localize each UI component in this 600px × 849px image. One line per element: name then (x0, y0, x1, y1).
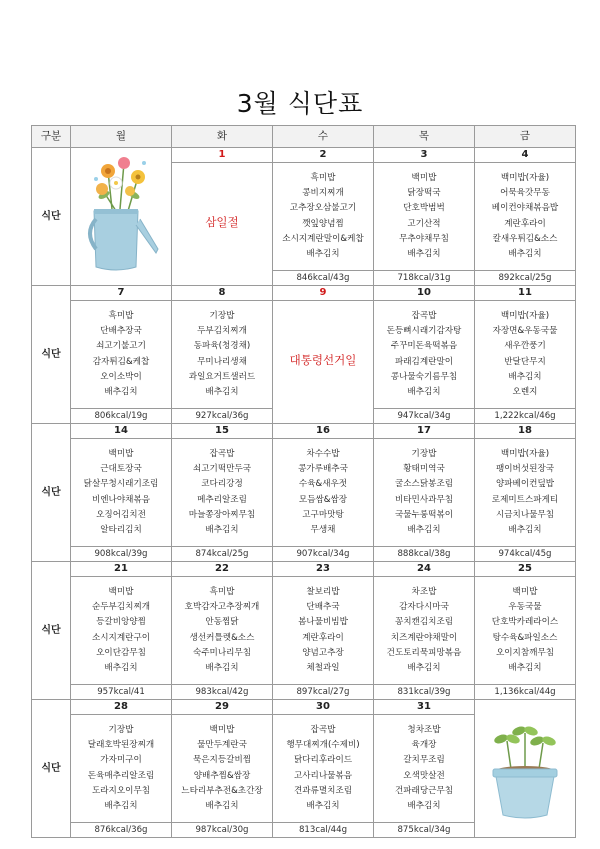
menu-item: 백미밥 (108, 586, 134, 597)
menu-item: 동파육(청경채) (193, 341, 251, 352)
menu-item: 흑미밥 (108, 310, 134, 321)
menu-item: 감자튀김&케찹 (92, 356, 150, 367)
menu-item: 양배추찜&쌈장 (193, 770, 251, 781)
menu-row (32, 439, 576, 547)
menu-item: 육개장 (411, 740, 437, 751)
header-tue: 화 (172, 126, 273, 148)
menu-item: 오징어김치전 (96, 509, 146, 520)
menu-item: 쇠고기떡만두국 (192, 464, 252, 475)
menu-item: 견과류멸치조림 (293, 785, 353, 796)
menu-item: 무생채 (310, 524, 336, 535)
menu-item: 기장밥 (108, 724, 134, 735)
menu-item: 수육&새우젓 (298, 479, 348, 490)
menu-item: 고추장오삼불고기 (289, 203, 357, 214)
date-row (32, 562, 576, 577)
calorie-info: 983kcal/42g (172, 685, 273, 700)
menu-cell (71, 715, 172, 823)
calorie-info: 892kcal/25g (475, 271, 576, 286)
calorie-info: 806kcal/19g (71, 409, 172, 424)
menu-item: 알타리김치 (100, 524, 142, 535)
date-row (32, 700, 576, 715)
menu-item: 탕수육&파일소스 (492, 632, 558, 643)
day-number: 11 (475, 286, 576, 301)
menu-item: 행무대찌개(수제비) (286, 740, 360, 751)
menu-cell (374, 163, 475, 271)
row-label: 식단 (32, 424, 71, 562)
menu-item: 비타민사과무침 (394, 494, 454, 505)
menu-item: 오색맛살전 (403, 770, 445, 781)
menu-item: 배추김치 (104, 386, 138, 397)
menu-item: 배추김치 (104, 800, 138, 811)
day-number: 31 (374, 700, 475, 715)
calorie-info: 888kcal/38g (374, 547, 475, 562)
menu-cell (71, 577, 172, 685)
menu-item: 고구마맛탕 (302, 509, 344, 520)
menu-item: 찰보리밥 (306, 586, 340, 597)
menu-item: 숙주미나리무침 (192, 647, 252, 658)
menu-item: 느타리부추전&초간장 (181, 785, 263, 796)
menu-item: 호박감자고추장찌개 (184, 602, 260, 613)
menu-item: 메추리알조림 (197, 494, 247, 505)
calorie-info: 813cal/44g (273, 823, 374, 838)
date-row (32, 424, 576, 439)
menu-item: 건파래당근무침 (394, 785, 454, 796)
holiday-cell (172, 163, 273, 286)
menu-cell (172, 301, 273, 409)
menu-item: 반달단무지 (504, 356, 546, 367)
menu-cell (172, 577, 273, 685)
menu-item: 오렌지 (512, 386, 538, 397)
menu-item: 두부김치찌개 (197, 326, 247, 337)
day-number: 1 (172, 148, 273, 163)
menu-cell (172, 439, 273, 547)
day-number: 15 (172, 424, 273, 439)
menu-item: 무추야채무침 (399, 233, 449, 244)
menu-item: 근대토장국 (100, 464, 142, 475)
menu-item: 달래호박된장찌개 (87, 740, 155, 751)
menu-item: 계란후라이 (504, 218, 546, 229)
menu-item: 차조밥 (411, 586, 437, 597)
menu-item: 배추김치 (407, 524, 441, 535)
day-number: 25 (475, 562, 576, 577)
menu-item: 계란후라이 (302, 632, 344, 643)
watering-can-flowers-cell (71, 148, 172, 286)
calorie-info: 1,136kcal/44g (475, 685, 576, 700)
menu-item: 깻잎양념찜 (302, 218, 344, 229)
menu-item: 어묵육갓무동 (500, 188, 550, 199)
menu-item: 생선커틀렛&소스 (189, 632, 255, 643)
menu-item: 무미나리생채 (197, 356, 247, 367)
menu-item: 우동국물 (508, 602, 542, 613)
menu-item: 국물누룽떡볶이 (394, 509, 454, 520)
menu-item: 가자미구이 (100, 755, 142, 766)
menu-item: 순두부김치찌개 (91, 602, 151, 613)
date-row (32, 148, 576, 163)
menu-cell (475, 301, 576, 409)
meal-plan-table (31, 125, 576, 838)
day-number: 8 (172, 286, 273, 301)
calorie-info: 846kcal/43g (273, 271, 374, 286)
menu-item: 배추김치 (407, 662, 441, 673)
menu-item: 주꾸미돈육떡볶음 (390, 341, 458, 352)
calorie-info: 927kcal/36g (172, 409, 273, 424)
menu-item: 시금치나물무침 (495, 509, 555, 520)
date-row (32, 286, 576, 301)
day-number: 16 (273, 424, 374, 439)
day-number: 22 (172, 562, 273, 577)
menu-item: 파래김계란말이 (394, 356, 454, 367)
menu-item: 오이소박이 (100, 371, 142, 382)
menu-item: 백미밥 (108, 448, 134, 459)
menu-item: 봄나물비빔밥 (298, 617, 348, 628)
row-label: 식단 (32, 286, 71, 424)
menu-item: 배추김치 (508, 524, 542, 535)
menu-item: 비엔나야채볶음 (91, 494, 151, 505)
menu-item: 콩나물숙기름무침 (390, 371, 458, 382)
menu-cell (71, 439, 172, 547)
day-number: 7 (71, 286, 172, 301)
menu-row (32, 301, 576, 409)
header-mon: 월 (71, 126, 172, 148)
menu-item: 황태미역국 (403, 464, 445, 475)
row-label: 식단 (32, 700, 71, 838)
calorie-info: 987kcal/30g (172, 823, 273, 838)
menu-cell (374, 301, 475, 409)
menu-item: 닭장떡국 (407, 188, 441, 199)
menu-item: 배추김치 (306, 800, 340, 811)
menu-item: 오이지참깨무침 (495, 647, 555, 658)
menu-item: 단호박카레라이스 (491, 617, 559, 628)
menu-cell (374, 439, 475, 547)
menu-cell (273, 163, 374, 271)
day-number: 2 (273, 148, 374, 163)
menu-item: 배추김치 (205, 386, 239, 397)
menu-cell (374, 715, 475, 823)
day-number: 4 (475, 148, 576, 163)
sprout-pot-illustration (487, 711, 563, 821)
watering-can-illustration (82, 149, 160, 279)
menu-item: 칼새우튀김&소스 (492, 233, 558, 244)
calorie-info: 974kcal/45g (475, 547, 576, 562)
holiday-cell (273, 301, 374, 424)
menu-item: 배추김치 (205, 800, 239, 811)
menu-item: 고기산적 (407, 218, 441, 229)
menu-item: 팽이버섯된장국 (495, 464, 555, 475)
calorie-info: 875kcal/34g (374, 823, 475, 838)
calorie-info: 907kcal/34g (273, 547, 374, 562)
menu-item: 소시지계란말이&케찹 (282, 233, 364, 244)
menu-item: 등갈비앙양찜 (96, 617, 146, 628)
menu-item: 잡곡밥 (411, 310, 437, 321)
day-number: 3 (374, 148, 475, 163)
menu-cell (273, 715, 374, 823)
day-number: 17 (374, 424, 475, 439)
menu-cell (475, 439, 576, 547)
row-label: 식단 (32, 562, 71, 700)
menu-item: 자장면&우동국물 (492, 326, 558, 337)
menu-item: 흑미밥 (310, 172, 336, 183)
day-number: 30 (273, 700, 374, 715)
calorie-info: 947kcal/34g (374, 409, 475, 424)
menu-item: 체철과일 (306, 662, 340, 673)
menu-item: 배추김치 (407, 386, 441, 397)
calorie-info: 876kcal/36g (71, 823, 172, 838)
menu-item: 단호박범벅 (403, 203, 445, 214)
calorie-info: 897kcal/27g (273, 685, 374, 700)
header-gubun: 구분 (32, 126, 71, 148)
menu-cell (475, 163, 576, 271)
menu-item: 오이단감무침 (96, 647, 146, 658)
menu-item: 갈치무조림 (403, 755, 445, 766)
menu-item: 잡곡밥 (310, 724, 336, 735)
calorie-info: 718kcal/31g (374, 271, 475, 286)
menu-cell (273, 577, 374, 685)
menu-item: 도라지오이무침 (91, 785, 151, 796)
menu-cell (475, 577, 576, 685)
day-number: 28 (71, 700, 172, 715)
menu-item: 코다리강정 (201, 479, 243, 490)
menu-row (32, 577, 576, 685)
holiday-label: 삼일절 (205, 215, 239, 230)
menu-item: 새우깐풍기 (504, 341, 546, 352)
menu-item: 콩가루배추국 (298, 464, 348, 475)
calorie-info: 908kcal/39g (71, 547, 172, 562)
menu-item: 닭다리후라이드 (293, 755, 353, 766)
menu-item: 꽁치캔김치조림 (394, 617, 454, 628)
calorie-info: 1,222kcal/46g (475, 409, 576, 424)
menu-cell (172, 715, 273, 823)
menu-item: 치즈계란야채말이 (390, 632, 458, 643)
menu-item: 백미밥 (209, 724, 235, 735)
menu-item: 굴소스닭봉조림 (394, 479, 454, 490)
holiday-label: 대통령선거일 (289, 353, 357, 368)
menu-item: 건도토리묵피망볶음 (386, 647, 462, 658)
menu-item: 백미밥 (411, 172, 437, 183)
menu-item: 단배추장국 (100, 326, 142, 337)
menu-item: 안동찜닭 (205, 617, 239, 628)
menu-item: 배추김치 (205, 524, 239, 535)
menu-item: 기장밥 (411, 448, 437, 459)
menu-item: 흑미밥 (209, 586, 235, 597)
menu-item: 배추김치 (306, 248, 340, 259)
menu-item: 양파베이컨덮밥 (495, 479, 555, 490)
menu-item: 물만두계란국 (197, 740, 247, 751)
menu-item: 배추김치 (407, 800, 441, 811)
menu-item: 백미밥(자율) (500, 448, 550, 459)
menu-item: 차수수밥 (306, 448, 340, 459)
day-number: 23 (273, 562, 374, 577)
calorie-info: 831kcal/39g (374, 685, 475, 700)
day-number: 9 (273, 286, 374, 301)
day-number: 10 (374, 286, 475, 301)
menu-item: 소시지계란구이 (91, 632, 151, 643)
menu-item: 단배추국 (306, 602, 340, 613)
day-number: 18 (475, 424, 576, 439)
menu-item: 배추김치 (508, 371, 542, 382)
calorie-info: 874kcal/25g (172, 547, 273, 562)
menu-item: 과일요거트샐러드 (188, 371, 256, 382)
day-number: 14 (71, 424, 172, 439)
menu-item: 모듬쌈&쌈장 (298, 494, 348, 505)
menu-item: 백미밥(자율) (500, 172, 550, 183)
row-label: 식단 (32, 148, 71, 286)
menu-item: 돈육매추리알조림 (87, 770, 155, 781)
sprout-pot-cell (475, 700, 576, 838)
menu-item: 로제미트스파게티 (491, 494, 559, 505)
menu-item: 마늘쫑장아찌무침 (188, 509, 256, 520)
header-row (32, 126, 576, 148)
header-fri: 금 (475, 126, 576, 148)
menu-item: 닭살무청시래기조림 (83, 479, 159, 490)
menu-cell (71, 301, 172, 409)
day-number: 24 (374, 562, 475, 577)
menu-item: 배추김치 (508, 248, 542, 259)
menu-item: 백미밥 (512, 586, 538, 597)
header-wed: 수 (273, 126, 374, 148)
menu-item: 베이컨야채볶음밥 (491, 203, 559, 214)
menu-item: 돈등뼈시래기감자탕 (386, 326, 462, 337)
menu-item: 기장밥 (209, 310, 235, 321)
day-number: 21 (71, 562, 172, 577)
calorie-row (32, 547, 576, 562)
menu-item: 배추김치 (104, 662, 138, 673)
menu-item: 백미밥(자율) (500, 310, 550, 321)
menu-item: 콩비지찌개 (302, 188, 344, 199)
menu-item: 감자다시마국 (399, 602, 449, 613)
header-thu: 목 (374, 126, 475, 148)
menu-item: 배추김치 (508, 662, 542, 673)
menu-item: 양념고추장 (302, 647, 344, 658)
day-number: 29 (172, 700, 273, 715)
page-title: 3월 식단표 (236, 89, 364, 118)
menu-item: 묵은지등갈비찜 (192, 755, 252, 766)
menu-cell (273, 439, 374, 547)
calorie-info: 957kcal/41 (71, 685, 172, 700)
menu-item: 배추김치 (407, 248, 441, 259)
calorie-row (32, 685, 576, 700)
menu-item: 잡곡밥 (209, 448, 235, 459)
menu-item: 청차조밥 (407, 724, 441, 735)
menu-item: 쇠고기불고기 (96, 341, 146, 352)
menu-item: 배추김치 (205, 662, 239, 673)
menu-item: 고사리나물볶음 (293, 770, 353, 781)
menu-cell (374, 577, 475, 685)
